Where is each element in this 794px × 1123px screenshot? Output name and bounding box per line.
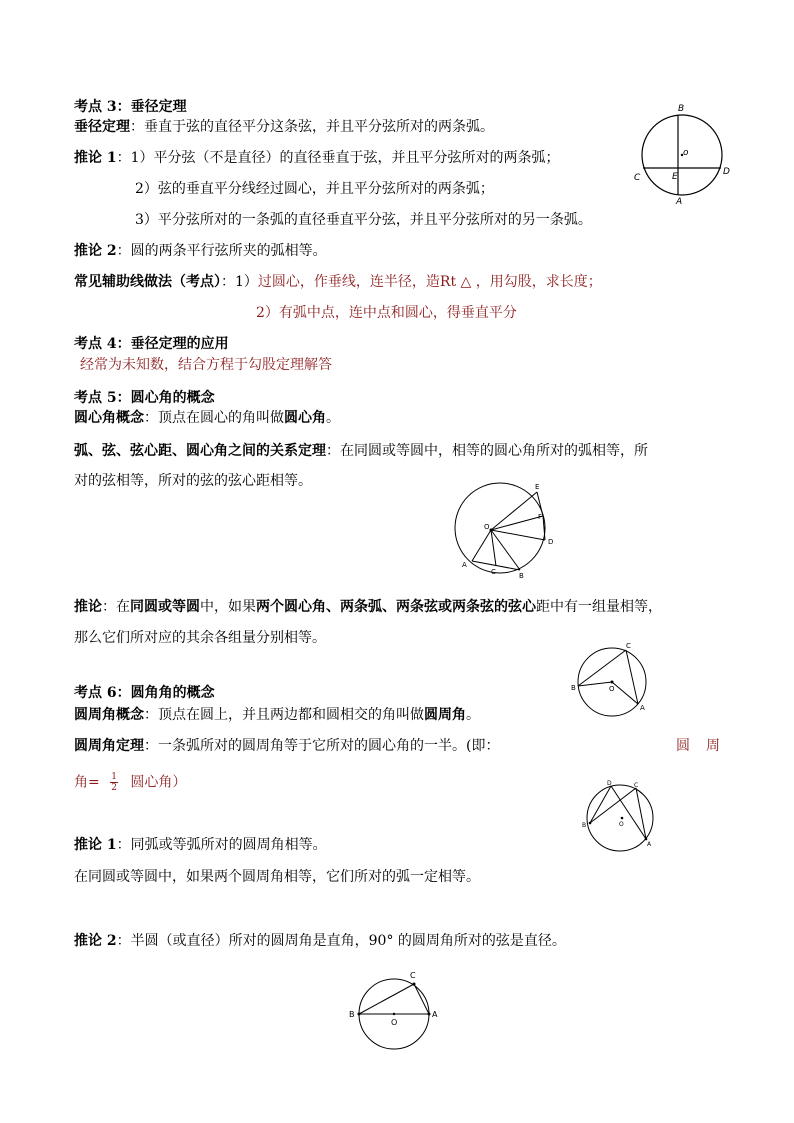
formula-rhs: 圆心角） [130, 774, 187, 791]
definition-text: ：顶点在圆上，并且两边都和圆相交的角叫做 [144, 707, 424, 723]
label-D: D [548, 538, 554, 546]
inscribed-corollary-1-line-2: 在同圆或等圆中，如果两个圆周角相等，它们所对的弧一定相等。 [74, 869, 480, 885]
corollary-label: 推论 1 [74, 150, 117, 166]
definition-end: 。 [326, 410, 340, 426]
corollary-label: 推论 1 [74, 837, 117, 853]
label-A: A [432, 1010, 438, 1019]
figure-semicircle-angle [345, 966, 445, 1051]
definition-term: 圆周角 [424, 707, 466, 723]
relation-text: ：在同圆或等圆中，相等的圆心角所对的弧相等，所 [326, 443, 648, 459]
figure-inscribed-angle [568, 640, 663, 720]
label-A: A [462, 561, 467, 569]
aux-text-1: 过圆心，作垂线，连半径，造Rt △ ，用勾股，求长度； [257, 274, 602, 290]
aux-prefix: ：1） [221, 274, 258, 290]
formula-lhs: 角= [74, 774, 100, 791]
label-C: C [634, 173, 641, 183]
auxiliary-lines-2: 2）有弧中点，连中点和圆心，得垂直平分 [256, 305, 517, 321]
label-A: A [647, 841, 652, 848]
application-text: 经常为未知数，结合方程于勾股定理解答 [80, 357, 332, 373]
label-O: O [609, 685, 615, 693]
aux-label: 常见辅助线做法（考点） [74, 274, 221, 290]
label-E: E [535, 483, 540, 491]
corollary-text: ：在 [102, 599, 130, 615]
figure-central-angles [450, 478, 570, 588]
corollary-text: ：1）平分弦（不是直径）的直径垂直于弦，并且平分弦所对的两条弧； [116, 150, 560, 166]
definition-label: 圆心角概念 [74, 410, 144, 426]
central-corollary-line-1 [74, 598, 662, 616]
theorem-text: ：一条弧所对的圆周角等于它所对的圆心角的一半。(即： [144, 738, 500, 754]
label-C: C [634, 782, 639, 789]
fraction-numerator: 1 [111, 772, 117, 782]
label-O: O [391, 1018, 398, 1027]
theorem-red-char-1: 圆 [676, 738, 690, 754]
corollary-label: 推论 2 [74, 243, 117, 259]
label-o: o [683, 148, 689, 158]
heading-kaodian-3: 考点 3：垂径定理 [74, 99, 187, 115]
inscribed-corollary-1 [74, 836, 327, 854]
relation-theorem-line-1 [74, 442, 648, 460]
corollary-1-line-1 [74, 149, 560, 167]
definition-text: ：顶点在圆心的角叫做 [144, 410, 284, 426]
definition-term: 圆心角 [284, 410, 326, 426]
heading-kaodian-4: 考点 4：垂径定理的应用 [74, 336, 229, 352]
label-A: A [676, 197, 683, 207]
label-E: E [672, 172, 678, 182]
definition-end: 。 [466, 707, 480, 723]
label-B: B [582, 822, 587, 829]
corollary-label: 推论 [74, 599, 102, 615]
corollary-1-line-2: 2）弦的垂直平分线经过圆心，并且平分弦所对的两条弧； [135, 181, 494, 197]
label-O: O [484, 523, 490, 531]
label-B: B [349, 1010, 355, 1019]
theorem-text: ：垂直于弦的直径平分这条弦，并且平分弦所对的两条弧。 [130, 119, 494, 135]
label-A: A [640, 704, 645, 712]
relation-theorem-line-2: 对的弦相等，所对的弦的弦心距相等。 [74, 473, 312, 489]
central-corollary-line-2: 那么它们所对应的其余各组量分别相等。 [74, 630, 326, 646]
inscribed-angle-theorem [74, 737, 499, 755]
central-angle-definition [74, 409, 340, 427]
label-F: F [538, 513, 543, 521]
corollary-bold: 同圆或等圆 [130, 599, 200, 615]
theorem-perpendicular-diameter [74, 118, 494, 136]
corollary-label: 推论 2 [74, 933, 117, 949]
label-B: B [571, 684, 576, 692]
heading-kaodian-5: 考点 5：圆心角的概念 [74, 390, 215, 406]
figure-same-arc-inscribed [578, 776, 663, 856]
figure-perpendicular-diameter [630, 100, 740, 210]
corollary-text: ：同弧或等弧所对的圆周角相等。 [116, 837, 327, 853]
label-B: B [678, 104, 685, 114]
auxiliary-lines-1 [74, 273, 602, 291]
theorem-label: 垂径定理 [74, 119, 130, 135]
corollary-text: 中，如果 [200, 599, 256, 615]
definition-label: 圆周角概念 [74, 707, 144, 723]
relation-label: 弧、弦、弦心距、圆心角之间的关系定理 [74, 443, 326, 459]
corollary-1-line-3: 3）平分弦所对的一条弧的直径垂直平分弦，并且平分弦所对的另一条弧。 [135, 212, 592, 228]
fraction-one-half [110, 772, 118, 793]
corollary-2 [74, 242, 327, 260]
label-D: D [607, 780, 612, 787]
inscribed-corollary-2 [74, 932, 566, 950]
label-B: B [519, 572, 524, 580]
corollary-text: ：半圆（或直径）所对的圆周角是直角，90° 的圆周角所对的弦是直径。 [116, 933, 566, 949]
corollary-text: 距中有一组量相等， [536, 599, 662, 615]
label-C: C [626, 642, 631, 650]
corollary-bold: 两个圆心角、两条弧、两条弦或两条弦的弦心 [256, 599, 536, 615]
theorem-label: 圆周角定理 [74, 738, 144, 754]
label-C: C [491, 568, 496, 576]
heading-kaodian-6: 考点 6：圆角角的概念 [74, 685, 215, 701]
corollary-text: ：圆的两条平行弦所夹的弧相等。 [116, 243, 327, 259]
inscribed-angle-definition [74, 706, 480, 724]
theorem-red-char-2: 周 [706, 738, 720, 754]
label-O: O [619, 821, 624, 828]
fraction-denominator: 2 [111, 783, 117, 793]
label-D: D [723, 167, 730, 177]
label-C: C [410, 971, 416, 980]
theorem-red-formula [74, 772, 186, 793]
